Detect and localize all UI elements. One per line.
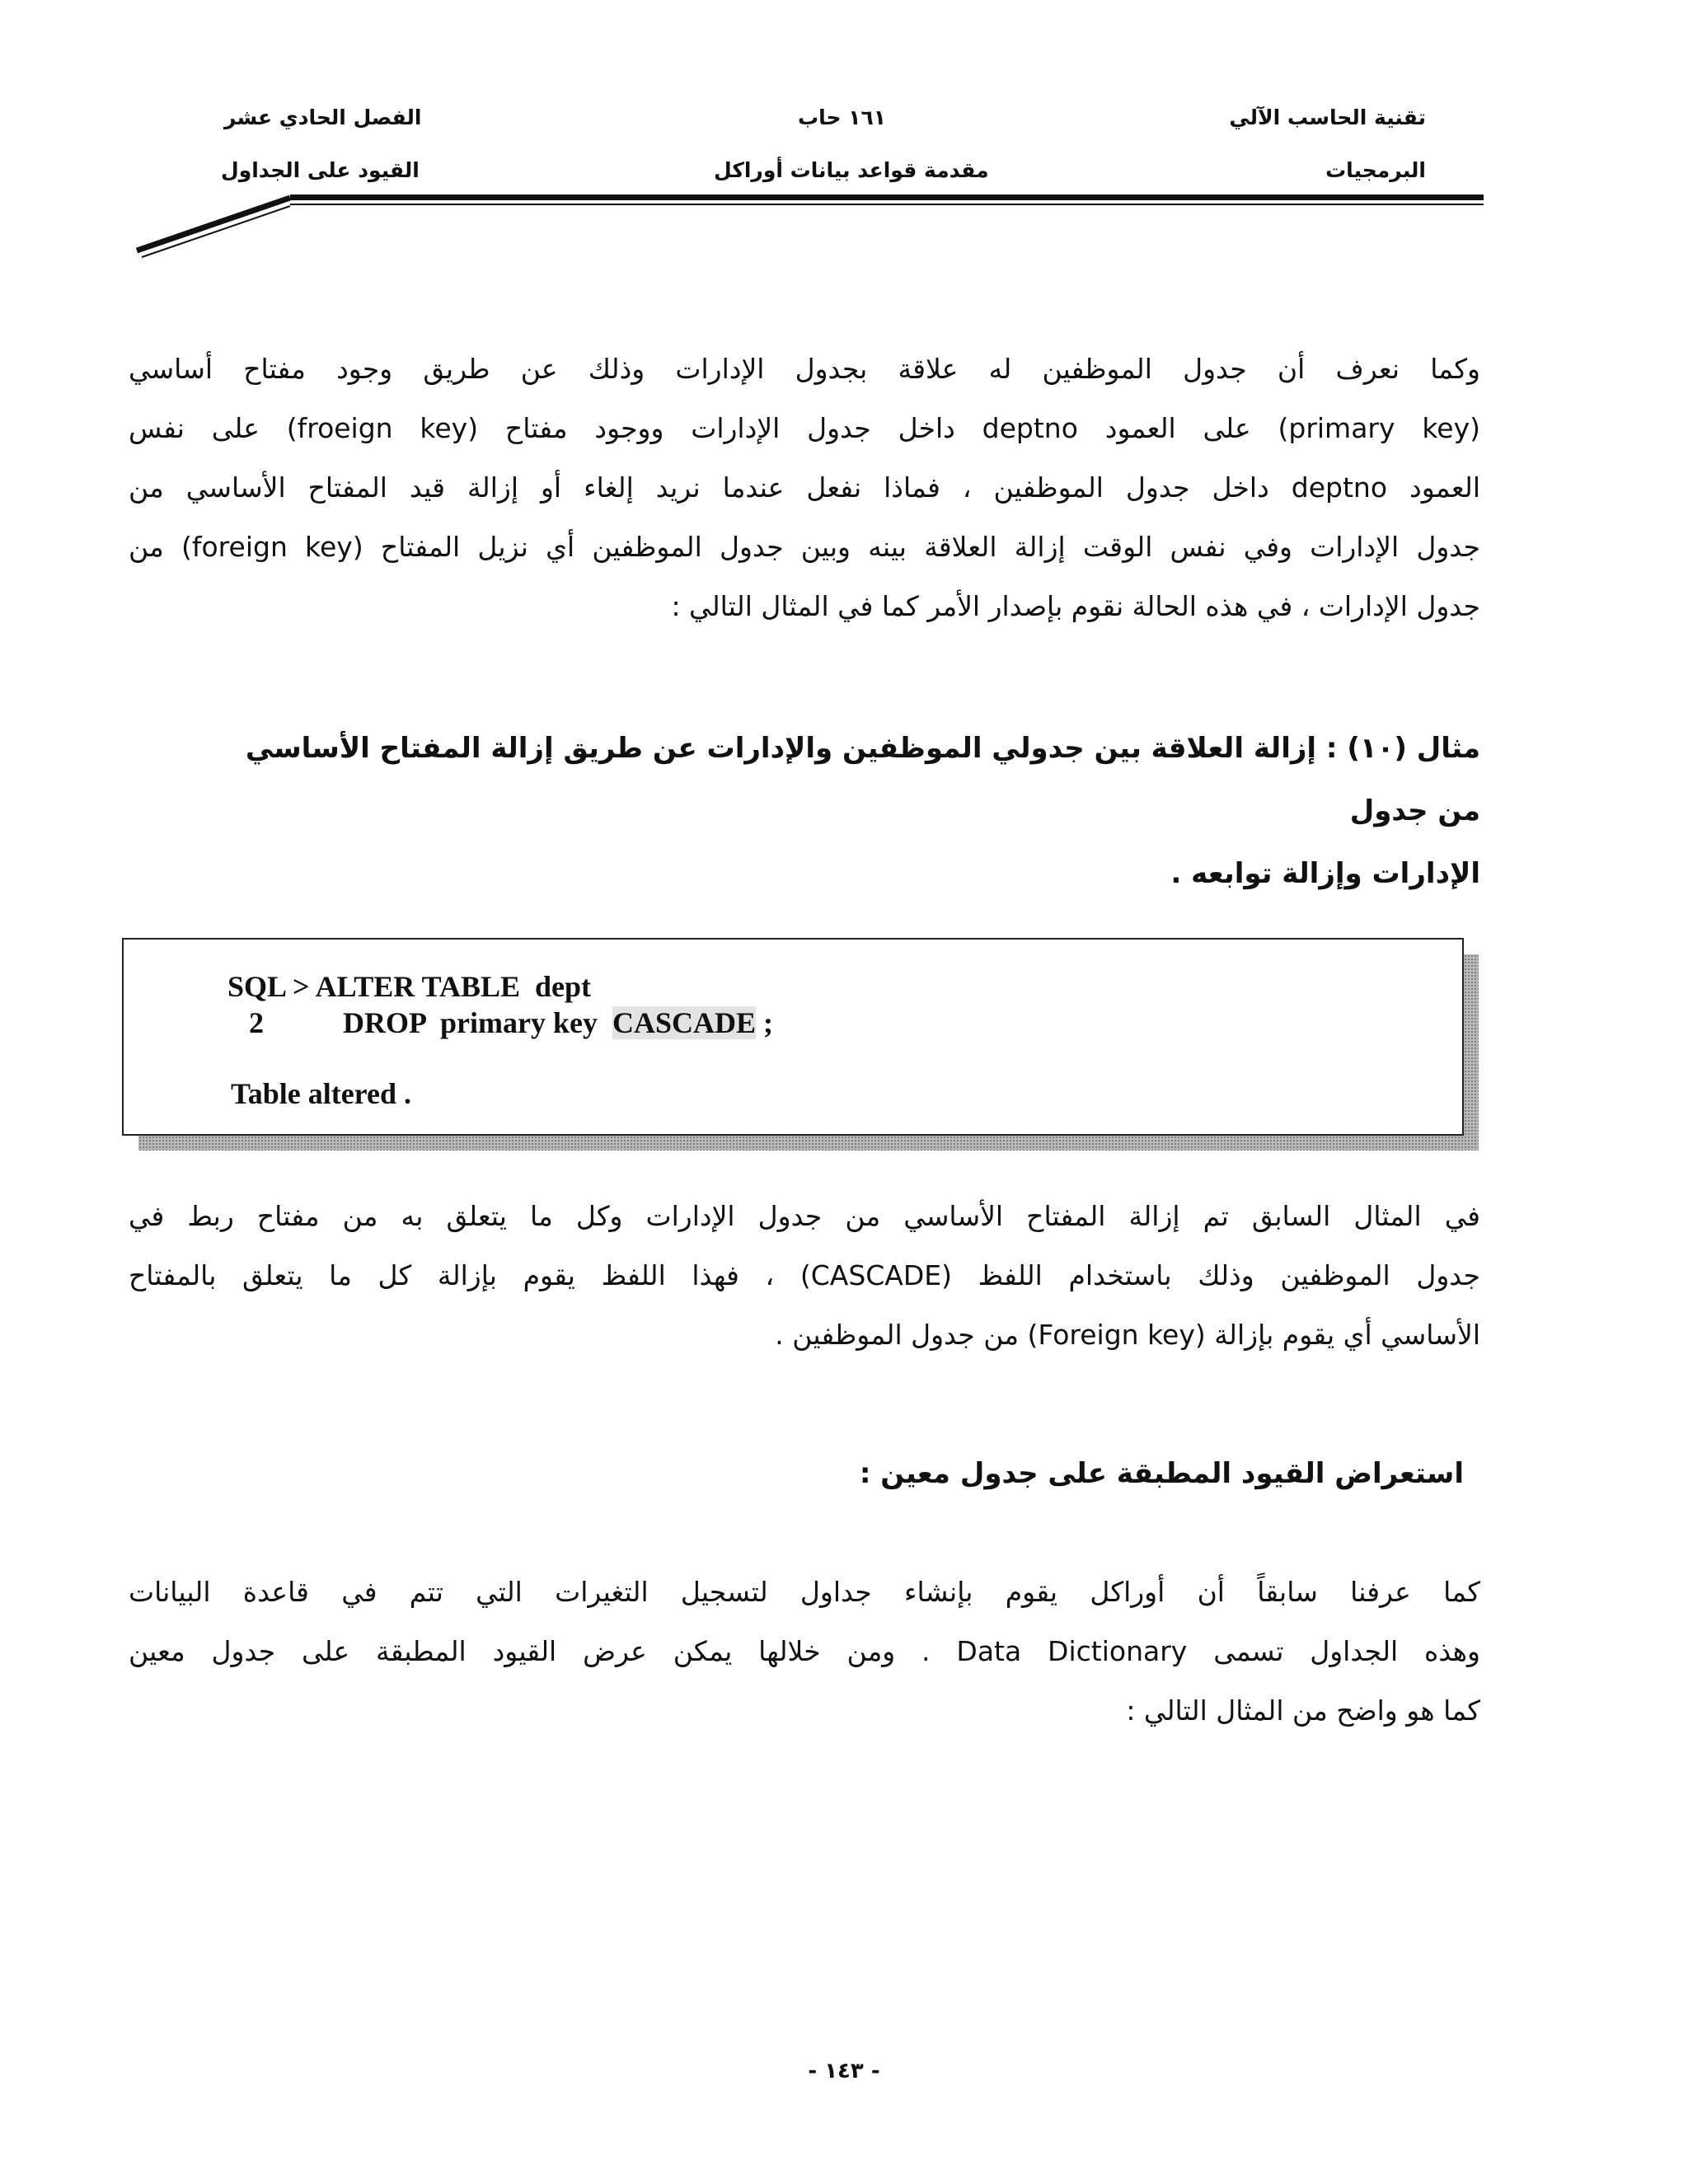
code-result: Table altered . [231,1077,412,1110]
code-line-number: 2 [249,1006,264,1039]
page-number: - ١٤٣ - [808,2059,880,2083]
example-line: مثال (١٠) : إزالة العلاقة بين جدولي الموظفين والإدارات عن طريق إزالة المفتاح الأساسي من جدول [245,732,1480,827]
code-line-1: SQL > ALTER TABLE dept [227,970,592,1003]
paragraph-line: الأساسي أي يقوم بإزالة (Foreign key) من جدول الموظفين . [775,1319,1480,1351]
header-department: البرمجيات [1325,158,1426,182]
code-box [122,938,1464,1136]
header-diagonal-rule [0,0,1688,272]
paragraph-line: جدول الموظفين وذلك باستخدام اللفظ (CASCADE) ، فهذا اللفظ يقوم بإزالة كل ما يتعلق بالمفتاح [129,1259,1480,1291]
section-title: استعراض القيود المطبقة على جدول معين : [859,1457,1464,1490]
paragraph-line: في المثال السابق تم إزالة المفتاح الأساسي من جدول الإدارات وكل ما يتعلق به من مفتاح ربط في [129,1200,1480,1232]
header-subject: تقنية الحاسب الآلي [1229,105,1426,129]
header-course-code: ١٦١ حاب [798,105,887,129]
intro-paragraph [129,340,1480,636]
explanation-paragraph [129,1187,1480,1365]
header-chapter-title: القيود على الجداول [221,158,420,182]
paragraph-line: (primary key) على العمود deptno داخل جدول الإدارات ووجود مفتاح (froeign key) على نفس [129,412,1480,444]
cascade-keyword: CASCADE [612,1006,757,1039]
paragraph-line: كما هو واضح من المثال التالي : [1126,1694,1480,1727]
paragraph-line: العمود deptno داخل جدول الموظفين ، فماذا نفعل عندما نريد إلغاء أو إزالة قيد المفتاح الأساسي من [129,471,1480,504]
example-heading [195,717,1480,905]
closing-paragraph [129,1563,1480,1741]
paragraph-line: جدول الإدارات وفي نفس الوقت إزالة العلاقة بينه وبين جدول الموظفين أي نزيل المفتاح (foreign key) من [129,531,1480,563]
example-line: الإدارات وإزالة توابعه . [1170,857,1480,890]
code-line-2-text: DROP primary key [343,1006,612,1039]
header-chapter: الفصل الحادي عشر [224,105,422,129]
code-line-2 [249,1005,773,1040]
paragraph-line: وكما نعرف أن جدول الموظفين له علاقة بجدول الإدارات وذلك عن طريق وجود مفتاح أساسي [129,353,1480,385]
header-course-title: مقدمة قواعد بيانات أوراكل [714,158,989,182]
paragraph-line: وهذه الجداول تسمى Data Dictionary . ومن خلالها يمكن عرض القيود المطبقة على جدول معين [129,1635,1480,1667]
paragraph-line: كما عرفنا سابقاً أن أوراكل يقوم بإنشاء جداول لتسجيل التغيرات التي تتم في قاعدة البيانات [129,1576,1480,1608]
code-line-2-end: ; [756,1006,774,1039]
paragraph-line: جدول الإدارات ، في هذه الحالة نقوم بإصدار الأمر كما في المثال التالي : [671,590,1480,622]
